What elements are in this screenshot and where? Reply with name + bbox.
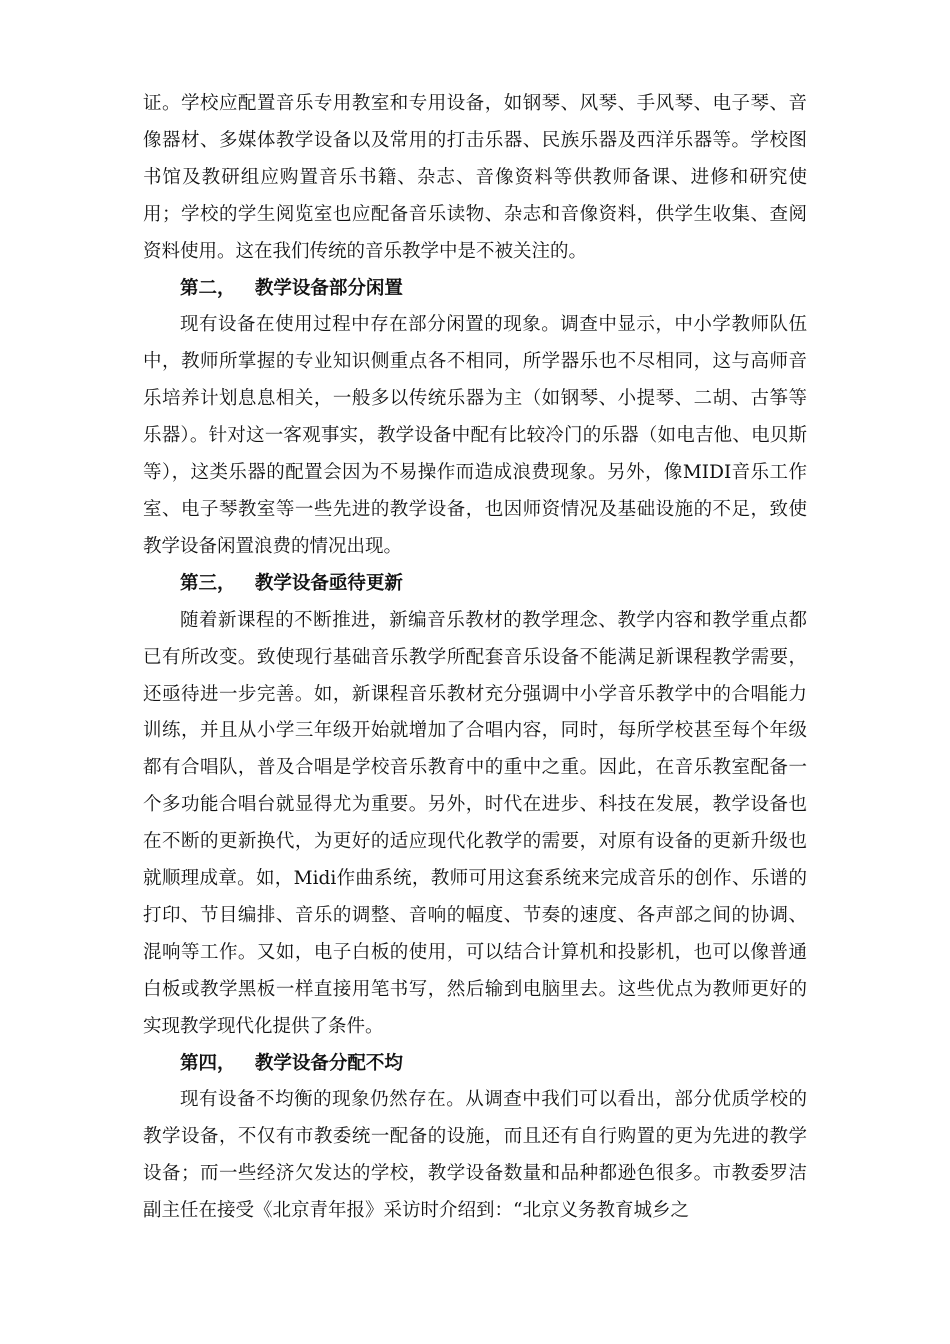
paragraph-uneven-distribution: 现有设备不均衡的现象仍然存在。从调查中我们可以看出，部分优质学校的教学设备，不仅有市教委统一配备的设施，而且还有自行购置的更为先进的教学设备；而一些经济欠发达的学校，教学设备数量和品种都逊色很多。市教委罗洁副主任在接受《北京青年报》采访时介绍到：“北京义务教育城乡之 [143, 1089, 807, 1222]
section-heading-fourth: 第四， 教学设备分配不均 [180, 1052, 403, 1074]
paragraph-idle-equipment: 现有设备在使用过程中存在部分闲置的现象。调查中显示，中小学教师队伍中，教师所掌握的专业知识侧重点各不相同，所学器乐也不尽相同，这与高师音乐培养计划息息相关，一般多以传统乐器为主（如钢琴、小提琴、二胡、古筝等乐器）。针对这一客观事实，教学设备中配有比较冷门的乐器（如电吉他、电贝斯等），这类乐器的配置会因为不易操作而造成浪费现象。另外，像MIDI音乐工作室、电子琴教室等一些先进的教学设备，也因师资情况及基础设施的不足，致使教学设备闲置浪费的情况出现。 [143, 314, 807, 557]
section-heading-second: 第二， 教学设备部分闲置 [180, 277, 403, 299]
document-body [143, 86, 807, 1230]
paragraph-continued: 证。学校应配置音乐专用教室和专用设备，如钢琴、风琴、手风琴、电子琴、音像器材、多媒体教学设备以及常用的打击乐器、民族乐器及西洋乐器等。学校图书馆及教研组应购置音乐书籍、杂志、音像资料等供教师备课、进修和研究使用；学校的学生阅览室也应配备音乐读物、杂志和音像资料，供学生收集、查阅资料使用。这在我们传统的音乐教学中是不被关注的。 [143, 93, 807, 262]
section-heading-third: 第三， 教学设备亟待更新 [180, 572, 403, 594]
paragraph-equipment-update: 随着新课程的不断推进，新编音乐教材的教学理念、教学内容和教学重点都已有所改变。致使现行基础音乐教学所配套音乐设备不能满足新课程教学需要，还亟待进一步完善。如，新课程音乐教材充分强调中小学音乐教学中的合唱能力训练，并且从小学三年级开始就增加了合唱内容，同时，每所学校甚至每个年级都有合唱队，普及合唱是学校音乐教育中的重中之重。因此，在音乐教室配备一个多功能合唱台就显得尤为重要。另外，时代在进步、科技在发展，教学设备也在不断的更新换代，为更好的适应现代化教学的需要，对原有设备的更新升级也就顺理成章。如，Midi作曲系统，教师可用这套系统来完成音乐的创作、乐谱的打印、节目编排、音乐的调整、音响的幅度、节奏的速度、各声部之间的协调、混响等工作。又如，电子白板的使用，可以结合计算机和投影机，也可以像普通白板或教学黑板一样直接用笔书写，然后输到电脑里去。这些优点为教师更好的实现教学现代化提供了条件。 [143, 609, 807, 1037]
